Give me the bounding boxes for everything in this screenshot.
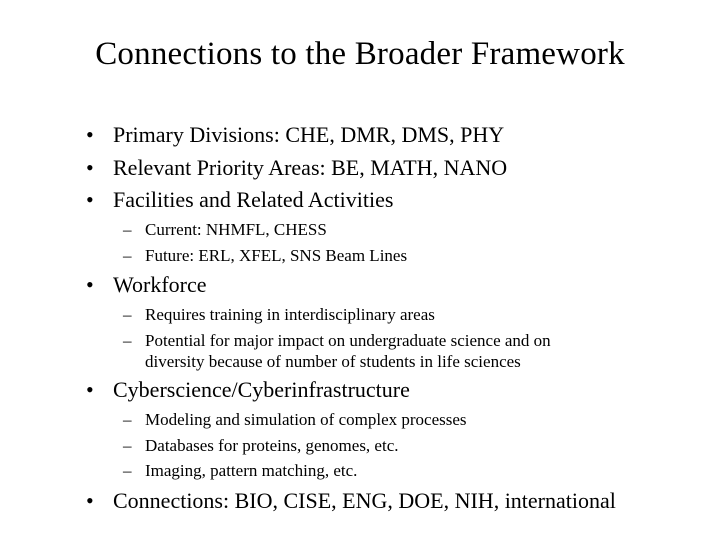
sub-text: Current: NHMFL, CHESS <box>145 220 327 239</box>
sub-text: Databases for proteins, genomes, etc. <box>145 436 399 455</box>
dash-icon: – <box>123 220 132 239</box>
bullet-icon: • <box>86 377 94 402</box>
bullet-icon: • <box>86 187 94 212</box>
bullet-text: Connections: BIO, CISE, ENG, DOE, NIH, international <box>113 488 616 513</box>
sub-text: Requires training in interdisciplinary areas <box>145 305 435 324</box>
bullet-icon: • <box>86 488 94 513</box>
sub-text: Potential for major impact on undergraduate science and on <box>145 331 551 350</box>
dash-icon: – <box>123 410 132 429</box>
dash-icon: – <box>123 436 132 455</box>
sub-text: Future: ERL, XFEL, SNS Beam Lines <box>145 246 408 265</box>
bullet-text: Facilities and Related Activities <box>113 187 394 212</box>
sub-text: Modeling and simulation of complex processes <box>145 410 467 429</box>
dash-icon: – <box>123 246 132 265</box>
bullet-text: Cyberscience/Cyberinfrastructure <box>113 377 410 402</box>
slide-title: Connections to the Broader Framework <box>95 36 625 72</box>
bullet-icon: • <box>86 272 94 297</box>
sub-text: diversity because of number of students in life sciences <box>145 352 521 371</box>
dash-icon: – <box>123 461 132 480</box>
bullet-text: Workforce <box>113 272 207 297</box>
dash-icon: – <box>123 305 132 324</box>
bullet-text: Relevant Priority Areas: BE, MATH, NANO <box>113 155 508 180</box>
sub-text: Imaging, pattern matching, etc. <box>145 461 358 480</box>
bullet-icon: • <box>86 122 94 147</box>
bullet-icon: • <box>86 155 94 180</box>
dash-icon: – <box>123 331 132 350</box>
bullet-text: Primary Divisions: CHE, DMR, DMS, PHY <box>113 122 505 147</box>
